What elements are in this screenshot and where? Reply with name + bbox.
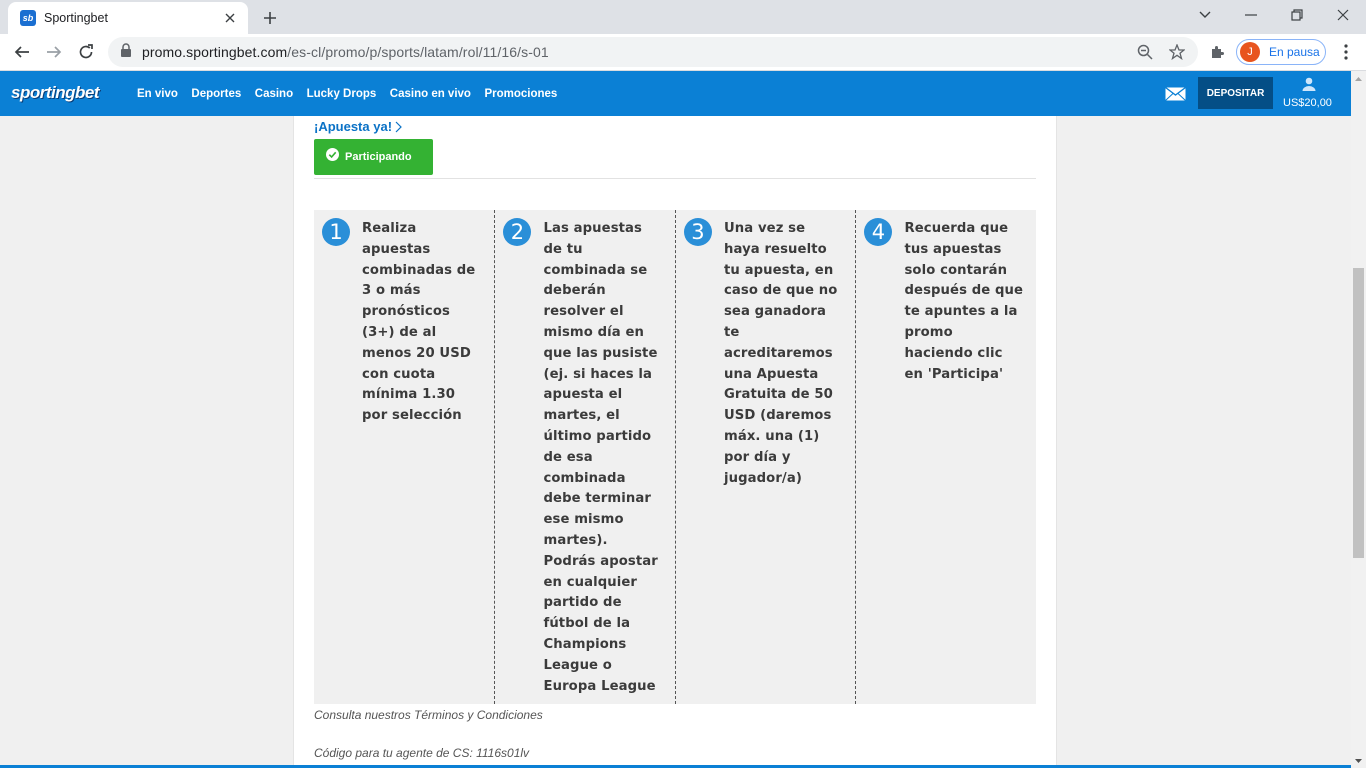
promo-content-card: [293, 116, 1057, 768]
new-tab-plus-icon[interactable]: [258, 6, 282, 30]
back-arrow-icon[interactable]: [8, 38, 36, 66]
agent-code-text: Código para tu agente de CS: 1116s01lv: [314, 746, 530, 760]
step-number-badge: 2: [503, 218, 531, 246]
step-1: [314, 210, 494, 704]
tab-close-icon[interactable]: [222, 10, 238, 26]
zoom-magnifier-icon[interactable]: [1137, 44, 1153, 60]
divider: [314, 178, 1036, 179]
main-nav: [137, 71, 571, 116]
nav-en-vivo[interactable]: En vivo: [137, 87, 178, 100]
promo-steps: [314, 210, 1036, 704]
lock-icon[interactable]: [120, 43, 132, 62]
scroll-thumb[interactable]: [1353, 268, 1364, 558]
participating-button[interactable]: [314, 139, 433, 175]
participating-label: Participando: [345, 151, 412, 163]
step-text: Recuerda que tus apuestas solo contarán después de que te apuntes a la promo haciendo clic en 'Participa': [904, 221, 1024, 382]
scroll-down-arrow-icon[interactable]: [1351, 753, 1366, 768]
tab-title: Sportingbet: [44, 11, 108, 25]
step-text: Las apuestas de tu combinada se deberán resolver el mismo día en que las pusiste (ej. si haces la apuesta el martes, el último partido de esa combinada debe terminar ese mismo martes). Podrás apostar en cualquier partido de fútbol de la Champions League o Europa League: [543, 221, 658, 694]
browser-menu-kebab-icon[interactable]: [1332, 38, 1360, 66]
scroll-up-arrow-icon[interactable]: [1351, 71, 1366, 86]
extensions-puzzle-icon[interactable]: [1203, 38, 1231, 66]
step-number-badge: 1: [322, 218, 350, 246]
nav-deportes[interactable]: Deportes: [191, 87, 242, 100]
bet-now-link[interactable]: [314, 119, 402, 134]
step-text: Realiza apuestas combinadas de 3 o más pronósticos (3+) de al menos 20 USD con cuota mínima 1.30 por selección: [362, 221, 476, 424]
step-number-badge: 3: [684, 218, 712, 246]
site-header: [0, 71, 1351, 116]
tab-strip: [0, 0, 1366, 34]
page-viewport: [0, 116, 1351, 768]
url-text: promo.sportingbet.com/es-cl/promo/p/sports/latam/rol/11/16/s-01: [142, 44, 549, 60]
close-window-icon[interactable]: [1320, 0, 1366, 30]
chevron-right-icon: [395, 121, 402, 133]
step-2: [494, 210, 675, 704]
restore-icon[interactable]: [1274, 0, 1320, 30]
step-text: Una vez se haya resuelto tu apuesta, en caso de que no sea ganadora te acreditaremos una Apuesta Gratuita de 50 USD (daremos máx. una (1) por día y jugador/a): [723, 221, 838, 486]
nav-lucky-drops[interactable]: Lucky Drops: [306, 87, 377, 100]
user-account-icon[interactable]: [1302, 77, 1316, 96]
deposit-button[interactable]: DEPOSITAR: [1198, 77, 1273, 109]
profile-status-label: En pausa: [1269, 45, 1320, 59]
reload-icon[interactable]: [72, 38, 100, 66]
check-circle-icon: [326, 148, 339, 161]
mail-envelope-icon[interactable]: [1165, 87, 1186, 106]
step-3: [675, 210, 856, 704]
nav-promociones[interactable]: Promociones: [484, 87, 558, 100]
sportingbet-favicon-icon: sb: [20, 10, 36, 26]
browser-toolbar: [0, 34, 1366, 71]
browser-tab[interactable]: [8, 2, 248, 34]
forward-arrow-icon[interactable]: [40, 38, 68, 66]
nav-casino[interactable]: Casino: [254, 87, 294, 100]
bet-now-label: ¡Apuesta ya!: [314, 119, 393, 134]
sportingbet-logo[interactable]: sportingbet: [11, 83, 99, 102]
nav-casino-en-vivo[interactable]: Casino en vivo: [389, 87, 471, 100]
account-balance[interactable]: US$20,00: [1283, 97, 1332, 109]
profile-button[interactable]: [1236, 39, 1326, 65]
avatar: J: [1240, 42, 1260, 62]
page-scrollbar[interactable]: [1351, 71, 1366, 768]
terms-link[interactable]: Consulta nuestros Términos y Condiciones: [314, 708, 543, 722]
tab-search-chevron-down-icon[interactable]: [1182, 0, 1228, 30]
bookmark-star-icon[interactable]: [1169, 44, 1185, 60]
minimize-icon[interactable]: [1228, 0, 1274, 30]
address-bar[interactable]: [108, 37, 1198, 67]
step-4: [855, 210, 1036, 704]
step-number-badge: 4: [864, 218, 892, 246]
